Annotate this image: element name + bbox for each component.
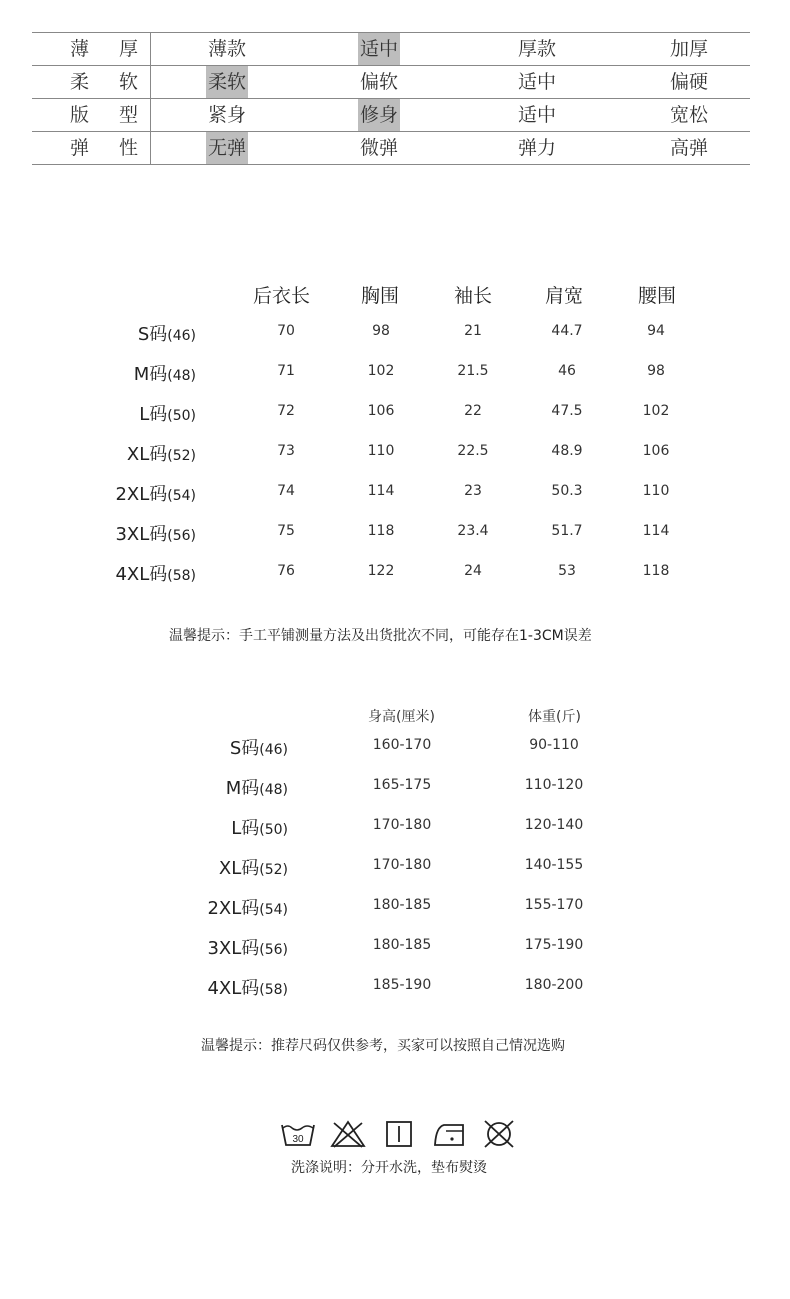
- weight-range: 140-155: [524, 857, 584, 873]
- size-code: (48): [167, 368, 196, 384]
- attribute-option: 加厚: [670, 38, 709, 60]
- size-code: (48): [259, 782, 288, 798]
- size-name: L码: [231, 818, 260, 839]
- size-name: L码: [139, 404, 168, 425]
- weight-range: 90-110: [529, 737, 579, 753]
- size-value: 98: [372, 323, 390, 339]
- attribute-option: 适中: [518, 104, 557, 126]
- size-value: 71: [277, 363, 295, 379]
- size-label: [115, 560, 196, 586]
- size-value: 72: [277, 403, 295, 419]
- weight-range: 110-120: [524, 777, 584, 793]
- size-code: (46): [167, 328, 196, 344]
- size-code: (58): [259, 982, 288, 998]
- iron-low-icon: [432, 1119, 466, 1149]
- attribute-label: 版 型: [70, 104, 151, 126]
- wash-temp-label: 30: [292, 1134, 304, 1145]
- size-name: 2XL码: [207, 898, 260, 919]
- size-label: [134, 360, 196, 386]
- size-value: 44.7: [551, 323, 583, 339]
- size-value: 23: [464, 483, 482, 499]
- size-label: [138, 320, 196, 346]
- height-range: 180-185: [372, 937, 432, 953]
- attribute-row-elasticity: [32, 131, 750, 165]
- size-label: [115, 520, 196, 546]
- size-name: 4XL码: [207, 978, 260, 999]
- care-instructions: 洗涤说明：分开水洗，垫布熨烫: [291, 1160, 487, 1176]
- size-name: S码: [137, 324, 168, 345]
- size-value: 21: [464, 323, 482, 339]
- attribute-label: 薄 厚: [70, 38, 151, 60]
- size-value: 22.5: [457, 443, 489, 459]
- size-value: 122: [367, 563, 395, 579]
- no-bleach-icon: [330, 1119, 366, 1149]
- size-code: (56): [259, 942, 288, 958]
- divider: [150, 99, 151, 131]
- size-label: [115, 480, 196, 506]
- attribute-row-thickness: [32, 32, 750, 65]
- no-dry-clean-icon: [482, 1119, 516, 1149]
- tumble-dry-icon: [384, 1119, 414, 1149]
- attribute-option-selected: 适中: [358, 33, 400, 65]
- size-value: 73: [277, 443, 295, 459]
- recommend-size-label: [207, 894, 288, 920]
- attribute-option: 偏硬: [670, 71, 709, 93]
- recommend-size-label: [230, 734, 288, 760]
- size-name: S码: [229, 738, 260, 759]
- size-value: 98: [647, 363, 665, 379]
- size-value: 50.3: [551, 483, 583, 499]
- size-name: 2XL码: [115, 484, 168, 505]
- height-range: 180-185: [372, 897, 432, 913]
- weight-range: 180-200: [524, 977, 584, 993]
- size-value: 102: [642, 403, 670, 419]
- height-range: 165-175: [372, 777, 432, 793]
- size-code: (56): [167, 528, 196, 544]
- height-range: 170-180: [372, 857, 432, 873]
- recommend-size-label: [207, 974, 288, 1000]
- attribute-option: 宽松: [670, 104, 709, 126]
- attribute-option: 厚款: [518, 38, 557, 60]
- size-name: M码: [133, 364, 168, 385]
- measurement-note: 温馨提示：手工平铺测量方法及出货批次不同，可能存在1-3CM误差: [169, 628, 592, 644]
- size-code: (54): [167, 488, 196, 504]
- size-value: 110: [642, 483, 670, 499]
- recommend-size-label: [207, 934, 288, 960]
- size-value: 74: [277, 483, 295, 499]
- height-header: 身高(厘米): [368, 709, 435, 725]
- size-code: (54): [259, 902, 288, 918]
- recommend-size-label: [231, 814, 288, 840]
- height-range: 160-170: [372, 737, 432, 753]
- size-code: (52): [167, 448, 196, 464]
- size-value: 51.7: [551, 523, 583, 539]
- attribute-option-selected: 修身: [358, 99, 400, 131]
- size-code: (52): [259, 862, 288, 878]
- size-value: 102: [367, 363, 395, 379]
- attribute-option-selected: 柔软: [206, 66, 248, 98]
- attribute-row-fit: [32, 98, 750, 131]
- divider: [150, 132, 151, 164]
- attribute-option: 高弹: [670, 137, 709, 159]
- size-code: (46): [259, 742, 288, 758]
- weight-range: 120-140: [524, 817, 584, 833]
- size-value: 114: [367, 483, 395, 499]
- size-code: (58): [167, 568, 196, 584]
- attribute-label: 柔 软: [70, 71, 151, 93]
- attribute-row-softness: [32, 65, 750, 98]
- size-value: 110: [367, 443, 395, 459]
- size-label: [139, 400, 196, 426]
- size-value: 106: [367, 403, 395, 419]
- size-header: 腰围: [638, 285, 677, 307]
- size-value: 75: [277, 523, 295, 539]
- size-value: 70: [277, 323, 295, 339]
- weight-range: 175-190: [524, 937, 584, 953]
- weight-range: 155-170: [524, 897, 584, 913]
- size-value: 22: [464, 403, 482, 419]
- height-range: 170-180: [372, 817, 432, 833]
- size-value: 118: [642, 563, 670, 579]
- size-value: 114: [642, 523, 670, 539]
- size-value: 21.5: [457, 363, 489, 379]
- size-value: 48.9: [551, 443, 583, 459]
- divider: [150, 66, 151, 98]
- size-header: 袖长: [454, 285, 493, 307]
- attribute-option: 适中: [518, 71, 557, 93]
- attribute-table: [32, 32, 750, 165]
- size-header: 后衣长: [253, 285, 311, 307]
- size-name: XL码: [218, 858, 260, 879]
- attribute-option: 偏软: [360, 71, 399, 93]
- size-name: M码: [225, 778, 260, 799]
- size-value: 24: [464, 563, 482, 579]
- size-name: 4XL码: [115, 564, 168, 585]
- size-name: 3XL码: [207, 938, 260, 959]
- size-value: 46: [558, 363, 576, 379]
- size-value: 106: [642, 443, 670, 459]
- attribute-option: 弹力: [518, 137, 557, 159]
- size-code: (50): [259, 822, 288, 838]
- height-range: 185-190: [372, 977, 432, 993]
- size-value: 94: [647, 323, 665, 339]
- size-header: 肩宽: [545, 285, 584, 307]
- size-header: 胸围: [361, 285, 400, 307]
- size-label: [127, 440, 196, 466]
- attribute-option: 薄款: [208, 38, 247, 60]
- size-value: 23.4: [457, 523, 489, 539]
- attribute-option: 微弹: [360, 137, 399, 159]
- size-name: XL码: [126, 444, 168, 465]
- attribute-option: 紧身: [208, 104, 247, 126]
- size-value: 53: [558, 563, 576, 579]
- size-code: (50): [167, 408, 196, 424]
- size-value: 76: [277, 563, 295, 579]
- divider: [150, 33, 151, 65]
- attribute-label: 弹 性: [70, 137, 151, 159]
- recommend-note: 温馨提示：推荐尺码仅供参考，买家可以按照自己情况选购: [201, 1038, 565, 1054]
- size-name: 3XL码: [115, 524, 168, 545]
- size-value: 47.5: [551, 403, 583, 419]
- attribute-option-selected: 无弹: [206, 132, 248, 164]
- recommend-size-label: [219, 854, 288, 880]
- recommend-size-label: [226, 774, 288, 800]
- size-value: 118: [367, 523, 395, 539]
- weight-header: 体重(斤): [528, 709, 581, 725]
- wash-30-icon: [280, 1119, 316, 1149]
